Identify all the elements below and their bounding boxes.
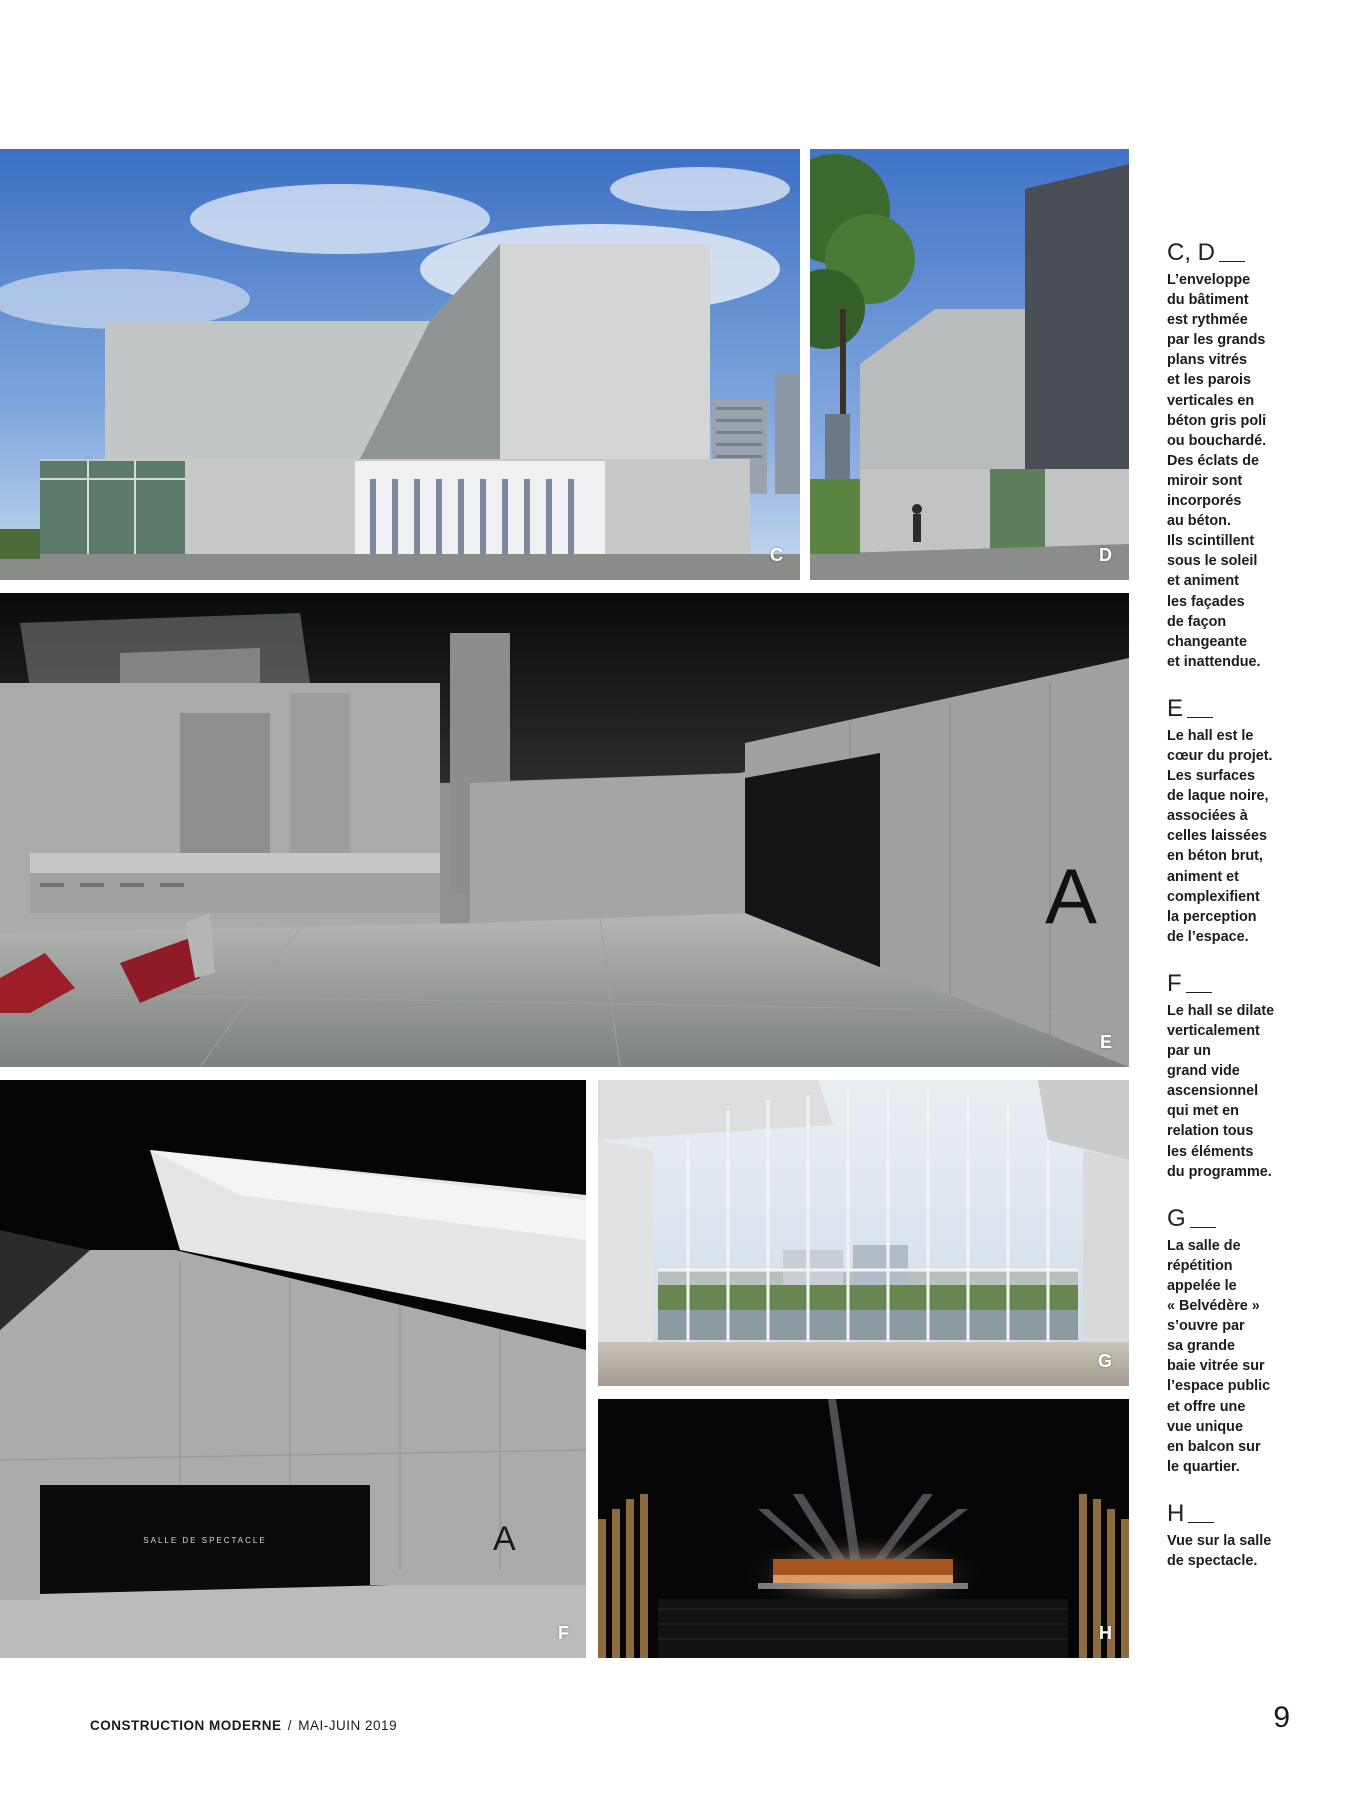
- caption-line: Le hall est le: [1167, 727, 1254, 744]
- caption-line: Ils scintillent: [1167, 533, 1255, 550]
- caption-line: les éléments: [1167, 1143, 1254, 1160]
- caption-heading-text: C, D: [1167, 239, 1215, 266]
- photo-d-facade-side: [810, 149, 1129, 580]
- caption-line: verticalement: [1167, 1023, 1260, 1039]
- caption-line: baie vitrée sur: [1167, 1358, 1265, 1375]
- caption-line: les façades: [1167, 593, 1245, 610]
- photo-e-wall-letter: A: [1045, 852, 1098, 940]
- caption-line: répétition: [1167, 1257, 1233, 1274]
- caption-heading-rule: [1219, 261, 1245, 262]
- caption-line: verticales en: [1167, 392, 1255, 409]
- caption-line: béton gris poli: [1167, 412, 1267, 429]
- caption-line: et inattendue.: [1167, 653, 1261, 670]
- photo-f-label: F: [558, 1623, 570, 1643]
- photo-e-label: E: [1099, 1032, 1113, 1052]
- caption-line: Les surfaces: [1167, 768, 1255, 785]
- photo-c-label: C: [770, 545, 784, 565]
- caption-line: miroir sont: [1167, 472, 1243, 489]
- caption-heading: [1167, 969, 1332, 999]
- footer: [90, 1718, 397, 1733]
- footer-separator: /: [287, 1718, 293, 1733]
- caption-line: de façon: [1167, 613, 1227, 630]
- caption-line: associées à: [1167, 808, 1248, 825]
- caption-heading: [1167, 238, 1332, 268]
- photo-h-image: [598, 1399, 1129, 1658]
- caption-text: [1167, 270, 1332, 672]
- caption-heading-rule: [1187, 717, 1213, 718]
- caption-line: ou bouchardé.: [1167, 432, 1267, 449]
- caption-line: par un: [1167, 1043, 1211, 1060]
- caption-line: L’enveloppe: [1167, 272, 1251, 288]
- caption-line: qui met en: [1167, 1103, 1239, 1120]
- caption-line: en balcon sur: [1167, 1438, 1261, 1455]
- caption-line: Vue sur la salle: [1167, 1532, 1272, 1549]
- page-number: 9: [1273, 1701, 1290, 1734]
- caption-line: plans vitrés: [1167, 352, 1247, 369]
- caption-line: animent et: [1167, 868, 1239, 885]
- caption-line: Le hall se dilate: [1167, 1002, 1275, 1019]
- caption-line: au béton.: [1167, 513, 1231, 530]
- caption-text: [1167, 1531, 1332, 1571]
- caption-line: sous le soleil: [1167, 553, 1258, 570]
- caption-line: le quartier.: [1167, 1458, 1240, 1475]
- footer-magazine-name: CONSTRUCTION MODERNE: [90, 1718, 282, 1733]
- caption-line: par les grands: [1167, 332, 1266, 349]
- caption-heading-text: G: [1167, 1204, 1186, 1232]
- caption-line: et offre une: [1167, 1398, 1246, 1415]
- caption-heading: [1167, 694, 1332, 724]
- photo-d-image: [810, 149, 1129, 580]
- caption-heading: [1167, 1204, 1332, 1234]
- caption-line: du bâtiment: [1167, 292, 1249, 309]
- photo-d-label: D: [1099, 545, 1113, 565]
- photo-g-label: G: [1097, 1351, 1113, 1371]
- caption-block: [1167, 694, 1332, 947]
- caption-line: appelée le: [1167, 1277, 1237, 1294]
- caption-block: [1167, 1204, 1332, 1477]
- caption-line: l’espace public: [1167, 1378, 1271, 1395]
- photo-e-image: [0, 593, 1129, 1067]
- caption-line: La salle de: [1167, 1237, 1241, 1254]
- caption-text: [1167, 1236, 1332, 1477]
- caption-line: Des éclats de: [1167, 452, 1259, 469]
- caption-heading-rule: [1186, 992, 1212, 993]
- caption-line: complexifient: [1167, 888, 1260, 905]
- caption-line: changeante: [1167, 633, 1247, 650]
- caption-heading-text: E: [1167, 694, 1184, 722]
- caption-heading: [1167, 1499, 1332, 1529]
- caption-line: grand vide: [1167, 1063, 1240, 1080]
- caption-line: « Belvédère »: [1167, 1298, 1260, 1315]
- caption-line: la perception: [1167, 908, 1257, 925]
- caption-line: ascensionnel: [1167, 1083, 1259, 1100]
- caption-text: [1167, 726, 1332, 947]
- caption-block: [1167, 1499, 1332, 1571]
- caption-text: [1167, 1001, 1332, 1182]
- photo-e-hall: [0, 593, 1129, 1067]
- caption-line: cœur du projet.: [1167, 747, 1273, 764]
- caption-line: relation tous: [1167, 1123, 1254, 1140]
- caption-line: et animent: [1167, 573, 1239, 590]
- photo-f-image: [0, 1080, 586, 1658]
- caption-line: vue unique: [1167, 1418, 1243, 1435]
- caption-line: est rythmée: [1167, 312, 1248, 329]
- caption-line: en béton brut,: [1167, 848, 1263, 865]
- photo-c-image: [0, 149, 800, 580]
- caption-line: incorporés: [1167, 493, 1242, 510]
- photo-f-door-sign: SALLE DE SPECTACLE: [143, 1536, 267, 1545]
- caption-heading-text: H: [1167, 1499, 1185, 1527]
- photo-g-rehearsal-room: [598, 1080, 1129, 1386]
- caption-line: sa grande: [1167, 1338, 1235, 1355]
- caption-line: s’ouvre par: [1167, 1318, 1245, 1335]
- photo-f-wall-letter: A: [493, 1520, 516, 1558]
- photo-f-vertical-void: [0, 1080, 586, 1658]
- caption-line: de l’espace.: [1167, 928, 1249, 945]
- caption-line: du programme.: [1167, 1163, 1272, 1180]
- caption-block: [1167, 238, 1332, 672]
- captions-column: [1167, 238, 1332, 1593]
- photo-h-label: H: [1099, 1623, 1113, 1643]
- caption-block: [1167, 969, 1332, 1182]
- caption-line: de spectacle.: [1167, 1552, 1258, 1569]
- caption-heading-text: F: [1167, 969, 1182, 997]
- photo-h-auditorium: [598, 1399, 1129, 1658]
- photo-g-image: [598, 1080, 1129, 1386]
- photo-c-exterior-facade: [0, 149, 800, 580]
- caption-heading-rule: [1190, 1227, 1216, 1228]
- caption-heading-rule: [1188, 1522, 1214, 1523]
- caption-line: et les parois: [1167, 372, 1251, 389]
- footer-issue-date: MAI-JUIN 2019: [298, 1718, 398, 1733]
- caption-line: celles laissées: [1167, 828, 1268, 845]
- caption-line: de laque noire,: [1167, 788, 1269, 805]
